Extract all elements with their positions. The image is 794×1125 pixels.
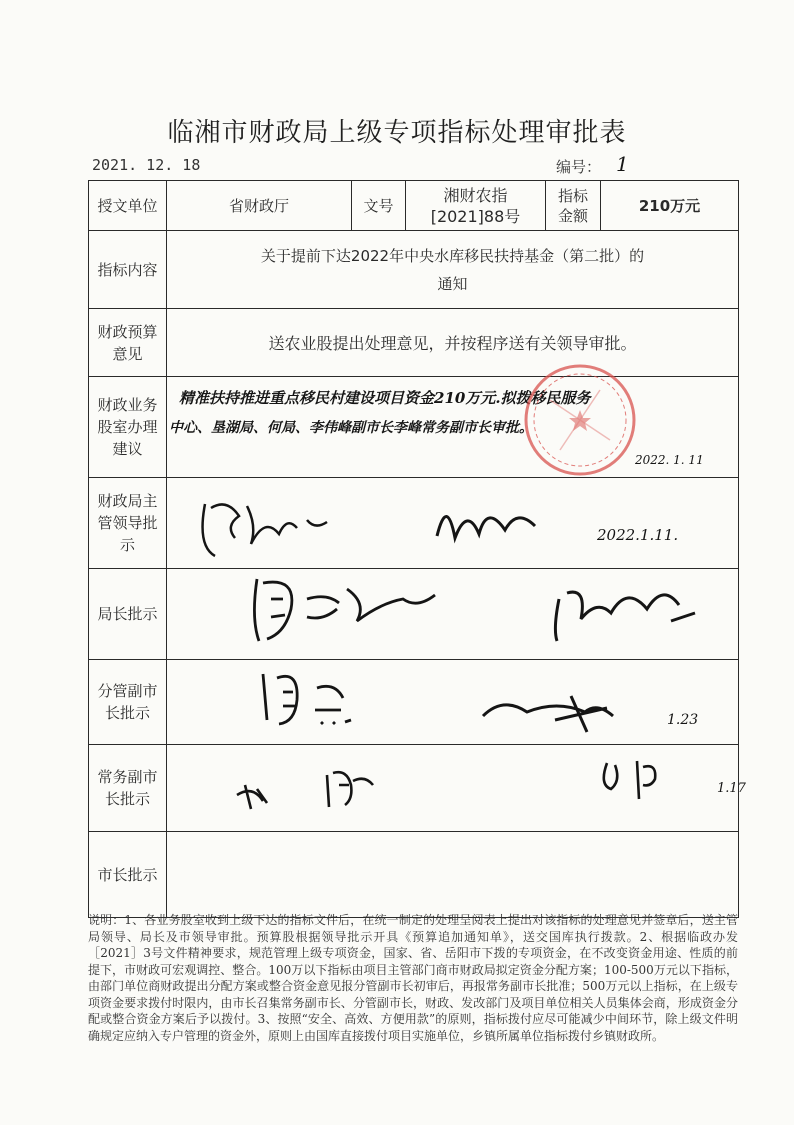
business-handwriting-date: 2022. 1. 11 [635,453,704,467]
business-label-line2: 股室办理 [97,418,158,436]
business-label-line1: 财政业务 [97,396,158,414]
exec-vice-mayor-label-line2: 长批示 [104,790,150,808]
vice-mayor-label [89,660,167,745]
exec-vice-mayor-signature [167,745,737,831]
row-director [89,569,739,660]
business-handwriting-line2: 中心、垦湖局、何局、李伟峰副市长李峰常务副市长审批。 [169,420,533,436]
mayor-signature-area [167,832,739,918]
amount-label-line2: 金额 [557,206,588,225]
director-signature-area [167,569,739,660]
amount-label-line1: 指标 [557,186,588,205]
vice-mayor-handwriting-date: 1.23 [667,712,699,728]
business-handwriting-line1: 精准扶持推进重点移民村建设项目资金210万元.拟拨移民服务 [179,389,591,407]
row-budget [89,309,739,377]
amount-label [546,181,601,231]
exec-vice-mayor-label-line1: 常务副市 [97,768,158,786]
doc-no-label: 文号 [352,181,406,231]
business-label-line3: 建议 [112,440,143,458]
business-label [89,377,167,478]
budget-label-line1: 财政预算 [97,322,158,341]
director-signature [167,569,737,655]
amount-value: 210万元 [601,181,739,231]
doc-no-line1: 湘财农指 [443,185,508,205]
supervisor-label-line2: 管领导批 [97,514,158,532]
content-label: 指标内容 [89,231,167,309]
supervisor-label [89,478,167,569]
content-text-line1: 关于提前下达2022年中央水库移民扶持基金（第二批）的 [260,246,645,265]
content-text [167,231,739,309]
budget-text: 送农业股提出处理意见，并按程序送有关领导审批。 [167,309,739,377]
row-content [89,231,739,309]
vice-mayor-label-line1: 分管副市 [97,682,158,700]
row-mayor [89,832,739,918]
exec-vice-mayor-label [89,745,167,832]
supervisor-label-line3: 示 [119,536,135,554]
doc-no-line2: [2021]88号 [430,206,521,226]
issuer-label: 授文单位 [89,181,167,231]
supervisor-label-line1: 财政局主 [97,492,158,510]
form-number-value: 1 [616,152,629,176]
budget-label-line2: 意见 [112,344,143,363]
supervisor-handwriting-date: 2022.1.11. [597,526,679,544]
approval-table [88,180,746,918]
form-title: 临湘市财政局上级专项指标处理审批表 [167,118,627,148]
form-date: 2021. 12. 18 [92,156,201,174]
vice-mayor-signature-area [167,660,739,745]
director-label: 局长批示 [89,569,167,660]
issuer-value: 省财政厅 [167,181,352,231]
vice-mayor-label-line2: 长批示 [104,704,150,722]
mayor-label: 市长批示 [89,832,167,918]
budget-label [89,309,167,377]
row-supervisor [89,478,739,569]
row-issuer [89,181,739,231]
form-notes: 说明：1、各业务股室收到上级下达的指标文件后，在统一制定的处理呈阅表上提出对该指标的处理意见并签章后，送主管局领导、局长及市领导审批。预算股根据领导批示开具《预算追加通知单》，送交国库执行拨款。2、根据临政办发［2021］3号文件精神要求，规范管理上级专项资金，国家、省、岳阳市下拨的专项资金，在不改变资金用途、性质的前提下，市财政可宏观调控、整合。100万以下指标由项目主管部门商市财政局拟定资金分配方案；100-500万元以下指标，由部门单位商财政提出分配方案或整合资金意见报分管副市长初审后，再报常务副市长批准；500万元以上指标，在上级专项资金要求拨付时限内，由市长召集常务副市长、分管副市长，财政、发改部门及项目单位相关人员集体会商，形成资金分配或整合资金方案后予以拨付。3、按照“安全、高效、方便用款”的原则，指标拨付应尽可能减少中间环节，除上级文件明确规定应纳入专户管理的资金外，原则上由国库直接拨付项目实施单位，乡镇所属单位指标拨付乡镇财政所。 [88,913,738,1043]
finance-bureau-seal-stamp [520,360,640,480]
exec-vice-mayor-signature-area [167,745,746,832]
business-opinion [167,377,739,478]
content-text-line2: 通知 [437,274,468,293]
supervisor-signature-area [167,478,739,569]
exec-vice-mayor-handwriting-date: 1.17 [717,781,746,796]
row-vice-mayor [89,660,739,745]
vice-mayor-signature [167,660,737,744]
doc-no-value [406,181,546,231]
form-number-label: 编号： [556,158,602,176]
row-business [89,377,739,478]
row-exec-vice-mayor [89,745,739,832]
